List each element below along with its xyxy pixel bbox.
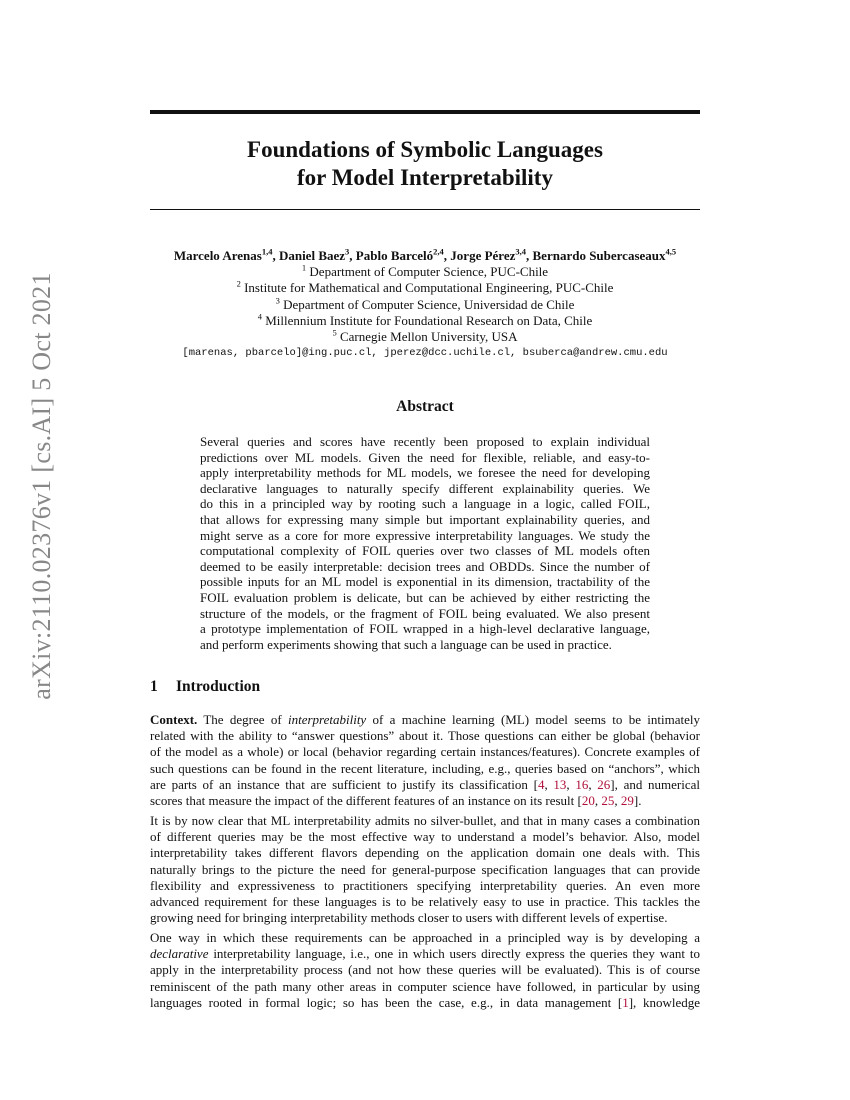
section-title: Introduction [176,678,261,695]
author-name: Daniel Baez [278,248,346,263]
title-line: Foundations of Symbolic Languages [247,137,603,162]
text-segment: apply in the interpretability process (and not how these queries will be evaluated). This is of course [150,962,700,978]
author-name: Marcelo Arenas [173,248,262,263]
author-affiliation-mark: 1,4 [261,246,273,257]
affiliation-text: Department of Computer Science, Universidad de Chile [283,296,575,312]
citation-link[interactable]: 13 [553,776,567,792]
text-segment: of a machine learning (ML) model seems to be intimately [366,712,700,727]
author-name: Pablo Barceló [355,248,434,263]
text-segment: reminiscent of the path many other areas in computer science have followed, in particular by using [150,978,700,994]
author-separator: , [349,248,356,263]
title-line: for Model Interpretability [297,165,553,190]
title-rule-bottom [150,209,700,210]
text-segment: , [594,793,602,809]
abstract-line: structure of the models, or the fragment of FOIL being evaluated. We also present [200,605,650,621]
affiliation-text: Carnegie Mellon University, USA [339,329,518,345]
affiliation-line [150,329,700,345]
text-line [150,894,700,910]
text-segment: of the model as a whole) or local (behavior regarding certain instances/features). Concrete examples of [150,744,700,760]
title-rule-top [150,110,700,114]
citation-link[interactable]: 26 [597,776,611,792]
author-affiliation-mark: 3,4 [515,246,526,257]
text-segment: , [544,776,554,792]
affiliation-line [150,264,700,280]
author-name: Bernardo Subercaseaux [532,248,666,263]
text-segment: scores that measure the impact of the different features of an instance on its result [ [150,793,582,809]
paragraph-silver-bullet [150,813,700,926]
text-line [150,712,700,728]
section-number: 1 [150,678,158,695]
text-segment: , [614,793,621,809]
abstract-line: declarative languages to naturally specify different explainability queries. We [200,480,650,496]
text-segment: naturally brings to the picture the need for general-purpose specification languages that can provide [150,861,700,877]
abstract-line: deemed to be easily interpretable: decision trees and OBDDs. Since the number of [200,558,650,574]
text-line [150,878,700,894]
text-segment: of different queries may be the most effective way to understand a model’s behavior. Also, model [150,829,700,845]
text-segment: interpretability takes different flavors depending on the application domain one deals with. This [150,845,700,861]
author-emails: [marenas, pbarcelo]@ing.puc.cl, jperez@dcc.uchile.cl, bsuberca@andrew.cmu.edu [182,347,668,360]
text-line [150,829,700,845]
text-segment: ], knowledge [628,994,700,1010]
author-affiliation-mark: 3 [345,246,350,257]
text-segment: related with the ability to “answer questions” about it. Those questions can either be global (behavior [150,728,700,744]
text-segment: ]. [633,793,642,809]
text-segment: flexibility and expressiveness to practitioners specifying interpretability queries. An even more [150,877,700,893]
affiliation-text: Millennium Institute for Foundational Research on Data, Chile [265,312,593,328]
text-line [150,744,700,760]
text-segment: The degree of [197,712,288,727]
text-line [150,793,700,809]
text-line [150,862,700,878]
text-line [150,845,700,861]
text-segment: , [588,776,598,792]
affiliation-text: Department of Computer Science, PUC-Chile [309,264,549,280]
paragraph-context [150,712,700,809]
affiliation-number: 1 [301,262,307,273]
text-segment: ], and numerical [610,776,701,792]
text-segment: languages rooted in formal logic; so has been the case, e.g., in data management [ [150,994,623,1010]
abstract-body [200,434,650,652]
affiliation-number: 3 [275,295,280,306]
citation-link[interactable]: 20 [581,793,595,809]
affiliation-line [150,313,700,329]
text-segment: growing need for bringing interpretability methods closer to users with different levels of expertise. [150,910,668,926]
author-names [150,248,700,264]
abstract-line: Several queries and scores have recently been proposed to explain individual [200,434,650,449]
text-line [150,761,700,777]
text-segment: , [566,776,576,792]
abstract-line: a prototype implementation of FOIL wrapped in a high-level declarative language, [200,621,650,637]
text-line [150,946,700,962]
text-line [150,995,700,1011]
abstract-line: and perform experiments showing that such a language can be used in practice. [200,636,612,652]
affiliation-number: 4 [257,311,262,322]
author-name: Jorge Pérez [450,248,516,263]
arxiv-identifier: arXiv:2110.02376v1 [cs.AI] 5 Oct 2021 [27,272,56,700]
paper-title [150,136,700,192]
affiliation-line [150,280,700,296]
text-segment: advanced requirement for these languages is to be relatively easy to use in practice. This tackles the [150,894,700,910]
emphasis-text: declarative [150,946,209,962]
text-line [150,910,700,926]
affiliation-line [150,297,700,313]
section-heading [150,678,260,696]
affiliation-text: Institute for Mathematical and Computational Engineering, PUC-Chile [244,280,614,296]
affiliations [150,264,700,345]
abstract-line: FOIL evaluation problem is delicate, but can be achieved by either restricting the [200,589,650,605]
text-line [150,930,700,946]
abstract-line: do this in a principled way by rooting such a language in a logic, called FOIL, [200,496,650,512]
abstract-line: might serve as a core for more expressive interpretability languages. We study the [200,527,650,543]
text-line [150,813,700,829]
author-affiliation-mark: 2,4 [433,246,444,257]
citation-link[interactable]: 4 [537,776,545,792]
author-affiliation-mark: 4,5 [665,246,677,257]
text-segment: are parts of an instance that are sufficient to justify its classification [ [150,776,538,792]
paragraph-declarative [150,930,700,1011]
abstract-heading: Abstract [396,398,454,415]
author-separator: , [526,248,533,263]
author-block [150,248,700,361]
affiliation-number: 5 [332,327,337,338]
citation-link[interactable]: 1 [622,994,629,1010]
citation-link[interactable]: 25 [601,793,615,809]
abstract-line: apply interpretability methods for ML models, we foresee the need for developing [200,465,650,481]
citation-link[interactable]: 29 [620,793,634,809]
abstract-line: that allows for expressing many simple but important explainability queries, and [200,511,650,527]
author-separator: , [443,248,451,263]
citation-link[interactable]: 16 [575,776,589,792]
text-line [150,777,700,793]
text-line [150,962,700,978]
text-line [150,728,700,744]
text-segment: It is by now clear that ML interpretability admits no silver-bullet, and that in many cases a combination [150,813,700,828]
affiliation-number: 2 [236,279,241,290]
paragraph-lead: Context. [150,712,198,727]
abstract-line: possible inputs for an ML model is exponential in its dimension, tractability of the [200,574,650,590]
author-separator: , [272,248,279,263]
text-segment: One way in which these requirements can be approached in a principled way is by developing a [150,930,700,945]
emphasis-text: interpretability [287,712,367,727]
text-segment: such questions can be found in the recent literature, including, e.g., queries based on “anchors”, which [150,760,700,776]
abstract-line: computational complexity of FOIL queries over two classes of ML models often [200,543,650,559]
text-segment: interpretability language, i.e., one in which users directly express the queries they want to [208,946,700,962]
abstract-line: predictions over ML models. Given the need for flexible, reliable, and easy-to- [200,449,650,465]
text-line [150,979,700,995]
